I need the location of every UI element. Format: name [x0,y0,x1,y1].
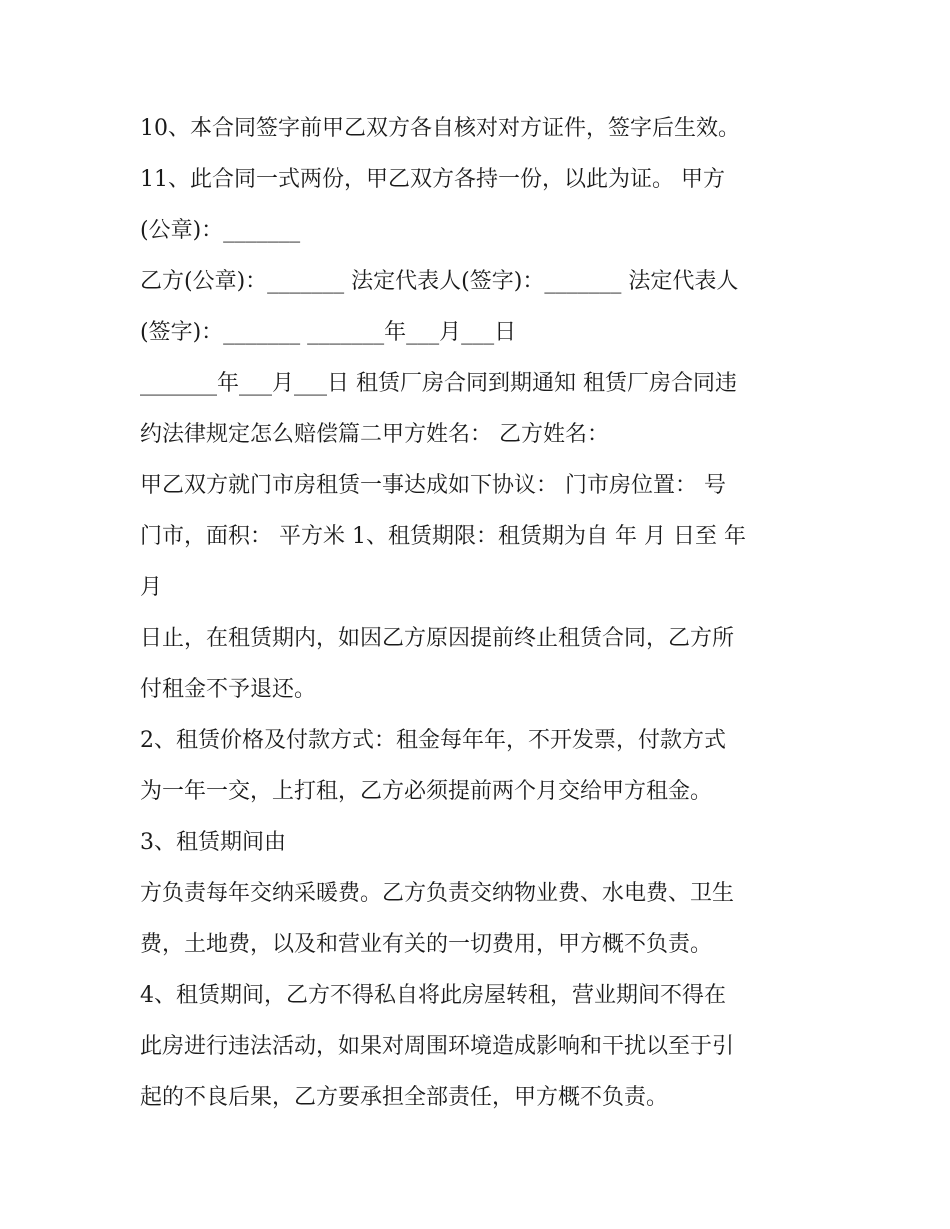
text-line: 门市，面积： 平方米 1、租赁期限：租赁期为自 年 月 日至 年 [140,524,746,549]
text-line: (签字)：_______ _______年___月___日 [140,320,517,345]
text-line: 付租金不予退还。 [140,677,317,702]
text-line: 日止，在租赁期内，如因乙方原因提前终止租赁合同，乙方所 [140,626,735,651]
text-line: 10、本合同签字前甲乙双方各自核对对方证件，签字后生效。 [140,116,740,141]
text-line: (公章)：_______ [140,218,301,243]
text-line: 起的不良后果，乙方要承担全部责任，甲方概不负责。 [140,1085,669,1110]
text-line: _______年___月___日 租赁厂房合同到期通知 租赁厂房合同违 [140,371,737,396]
text-line: 费，土地费，以及和营业有关的一切费用，甲方概不负责。 [140,932,713,957]
text-line: 乙方(公章)：_______ 法定代表人(签字)：_______ 法定代表人 [140,269,739,294]
text-line: 月 [140,575,163,600]
text-line: 方负责每年交纳采暖费。乙方负责交纳物业费、水电费、卫生 [140,881,735,906]
text-line: 2、租赁价格及付款方式：租金每年年，不开发票，付款方式 [140,728,726,753]
text-line: 11、此合同一式两份，甲乙双方各持一份，以此为证。 甲方 [140,167,725,192]
text-line: 为一年一交，上打租，乙方必须提前两个月交给甲方租金。 [140,779,713,804]
contract-body [140,103,830,1123]
text-line: 此房进行违法活动，如果对周围环境造成影响和干扰以至于引 [140,1034,735,1059]
text-line: 3、租赁期间由 [140,830,286,855]
text-line: 4、租赁期间，乙方不得私自将此房屋转租，营业期间不得在 [140,983,726,1008]
text-line: 甲乙双方就门市房租赁一事达成如下协议： 门市房位置： 号 [140,473,726,498]
text-line: 约法律规定怎么赔偿篇二甲方姓名： 乙方姓名： [140,422,609,447]
